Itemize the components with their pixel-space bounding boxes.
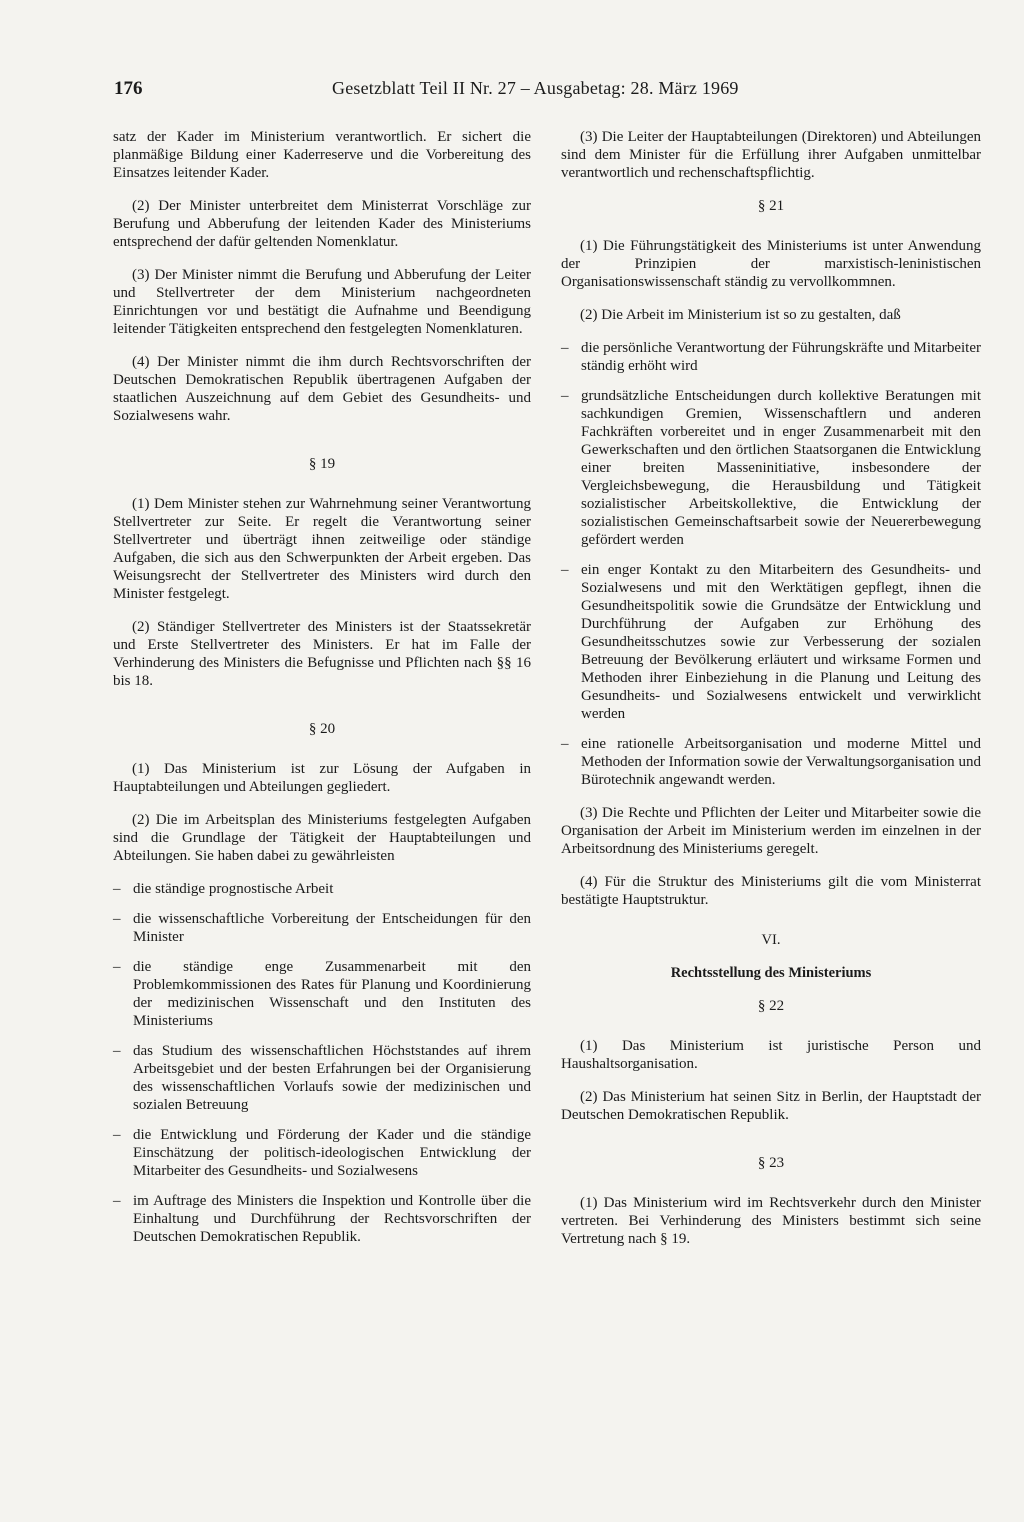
paragraph: (1) Das Ministerium ist juristische Person und Haushaltsorganisation. (561, 1038, 981, 1072)
paragraph: (3) Die Leiter der Hauptabteilungen (Direktoren) und Abteilungen sind dem Minister für die Erfüllung ihrer Aufgaben unmittelbar verantwortlich und rechenschaftspflichtig. (561, 129, 981, 181)
paragraph: (3) Die Rechte und Pflichten der Leiter und Mitarbeiter sowie die Organisation der Arbeit im Ministerium werden im einzelnen in der Arbeitsordnung des Ministeriums geregelt. (561, 805, 981, 857)
list-item: – das Studium des wissenschaftlichen Höchststandes auf ihrem Arbeitsgebiet und der besten Erfahrungen bei der Organisierung des wissenschaftlichen Vorlaufs sowie der medizinischen und sozialen Betreuung (113, 1042, 531, 1114)
section-heading-19: § 19 (308, 456, 336, 472)
dash-list (113, 880, 531, 1246)
list-item: – die ständige enge Zusammenarbeit mit den Problemkommissionen des Rates für Planung und Koordinierung der medizinischen Wissenschaft und den Instituten des Ministeriums (113, 958, 531, 1030)
section-heading-20: § 20 (308, 721, 336, 737)
list-item: – im Auftrage des Ministers die Inspektion und Kontrolle über die Einhaltung und Durchführung der Rechtsvorschriften der Deutschen Demokratischen Republik. (113, 1192, 531, 1246)
paragraph: (4) Der Minister nimmt die ihm durch Rechtsvorschriften der Deutschen Demokratischen Republik übertragenen Aufgaben der staatlichen Auszeichnung auf dem Gebiet des Gesundheits- und Sozialwesens wahr. (113, 354, 531, 424)
part-number: VI. (761, 932, 781, 948)
section-heading-21: § 21 (757, 198, 785, 214)
list-item: – die Entwicklung und Förderung der Kader und die ständige Einschätzung der politisch-ideologischen Entwicklung der Mitarbeiter des Gesundheits- und Sozialwesens (113, 1126, 531, 1180)
paragraph: (3) Der Minister nimmt die Berufung und Abberufung der Leiter und Stellvertreter der dem Ministerium nachgeordneten Einrichtungen vor und bestätigt die Aufnahme und Beendigung leitender Tätigkeiten entsprechend den festgelegten Nomenklaturen. (113, 267, 531, 337)
list-item: – die wissenschaftliche Vorbereitung der Entscheidungen für den Minister (113, 910, 531, 946)
list-item: – eine rationelle Arbeitsorganisation und moderne Mittel und Methoden der Information sowie der Verwaltungsorganisation und Bürotechnik angewandt werden. (561, 735, 981, 789)
paragraph: (1) Die Führungstätigkeit des Ministeriums ist unter Anwendung der Prinzipien der marxistisch-leninistischen Organisationswissenschaft ständig zu vervollkommnen. (561, 238, 981, 290)
list-item: – grundsätzliche Entscheidungen durch kollektive Beratungen mit sachkundigen Gremien, Wissenschaftlern und anderen Fachkräften vorbereitet und in enger Zusammenarbeit mit den Gewerkschaften und den örtlichen Staatsorganen die Entwicklung einer breiten Masseninitiative, insbesondere der Vergleichsbewegung, die Herausbildung und Tätigkeit sozialistischer Arbeitskollektive, die Entwicklung der sozialistischen Gemeinschaftsarbeit sowie der Neuererbewegung gefördert werden (561, 387, 981, 549)
list-item: – die persönliche Verantwortung der Führungskräfte und Mitarbeiter ständig erhöht wird (561, 339, 981, 375)
page-header (114, 74, 794, 106)
list-item: – ein enger Kontakt zu den Mitarbeitern des Gesundheits- und Sozialwesens und mit den Werktätigen gepflegt, ihnen die Gesundheitspolitik sowie die Grundsätze der Entwicklung und Durchführung der Aufgaben zur Erhöhung des Gesundheitsschutzes sowie zur Verbesserung der sozialen Betreuung der Bevölkerung erläutert und wirksame Formen und Methoden ihrer Einbeziehung in die Planung und Leitung des Gesundheits- und Sozialwesens entwickelt und verwirklicht werden (561, 561, 981, 723)
paragraph: (2) Der Minister unterbreitet dem Ministerrat Vorschläge zur Berufung und Abberufung der leitenden Kader des Ministeriums entsprechend der dafür geltenden Nomenklatur. (113, 198, 531, 250)
section-heading-23: § 23 (757, 1155, 785, 1171)
running-head: Gesetzblatt Teil II Nr. 27 – Ausgabetag: 28. März 1969 (332, 78, 739, 98)
section-heading-22: § 22 (757, 998, 785, 1014)
left-column (113, 128, 531, 1261)
paragraph: (1) Dem Minister stehen zur Wahrnehmung seiner Verantwortung Stellvertreter zur Seite. Er regelt die Verantwortung seiner Stellvertreter und überträgt ihnen zeitweilige oder ständige Aufgaben, die sich aus den Schwerpunkten der Arbeit ergeben. Das Weisungsrecht der Stellvertreter des Ministers wird durch den Minister festgelegt. (113, 496, 531, 602)
page-number: 176 (114, 78, 143, 99)
paragraph: (1) Das Ministerium wird im Rechtsverkehr durch den Minister vertreten. Bei Verhinderung des Ministers bestimmt sich seine Vertretung nach § 19. (561, 1195, 981, 1247)
paragraph: (2) Das Ministerium hat seinen Sitz in Berlin, der Hauptstadt der Deutschen Demokratischen Republik. (561, 1089, 981, 1123)
list-item: – die ständige prognostische Arbeit (113, 880, 531, 898)
paragraph: (1) Das Ministerium ist zur Lösung der Aufgaben in Hauptabteilungen und Abteilungen gegliedert. (113, 761, 531, 795)
paragraph: (2) Die Arbeit im Ministerium ist so zu gestalten, daß (580, 307, 901, 323)
paragraph: (2) Ständiger Stellvertreter des Ministers ist der Staatssekretär und Erste Stellvertreter des Ministers. Er hat im Falle der Verhinderung des Ministers die Befugnisse und Pflichten nach §§ 16 bis 18. (113, 619, 531, 689)
dash-list (561, 339, 981, 789)
paragraph: (2) Die im Arbeitsplan des Ministeriums festgelegten Aufgaben sind die Grundlage der Tätigkeit der Hauptabteilungen und Abteilungen. Sie haben dabei zu gewährleisten (113, 812, 531, 864)
paragraph-continued: satz der Kader im Ministerium verantwortlich. Er sichert die planmäßige Bildung einer Kaderreserve und die Vorbereitung des Einsatzes leitender Kader. (113, 129, 531, 181)
part-title: Rechtsstellung des Ministeriums (670, 965, 872, 981)
right-column (561, 128, 981, 1263)
paragraph: (4) Für die Struktur des Ministeriums gilt die vom Ministerrat bestätigte Hauptstruktur. (561, 874, 981, 908)
